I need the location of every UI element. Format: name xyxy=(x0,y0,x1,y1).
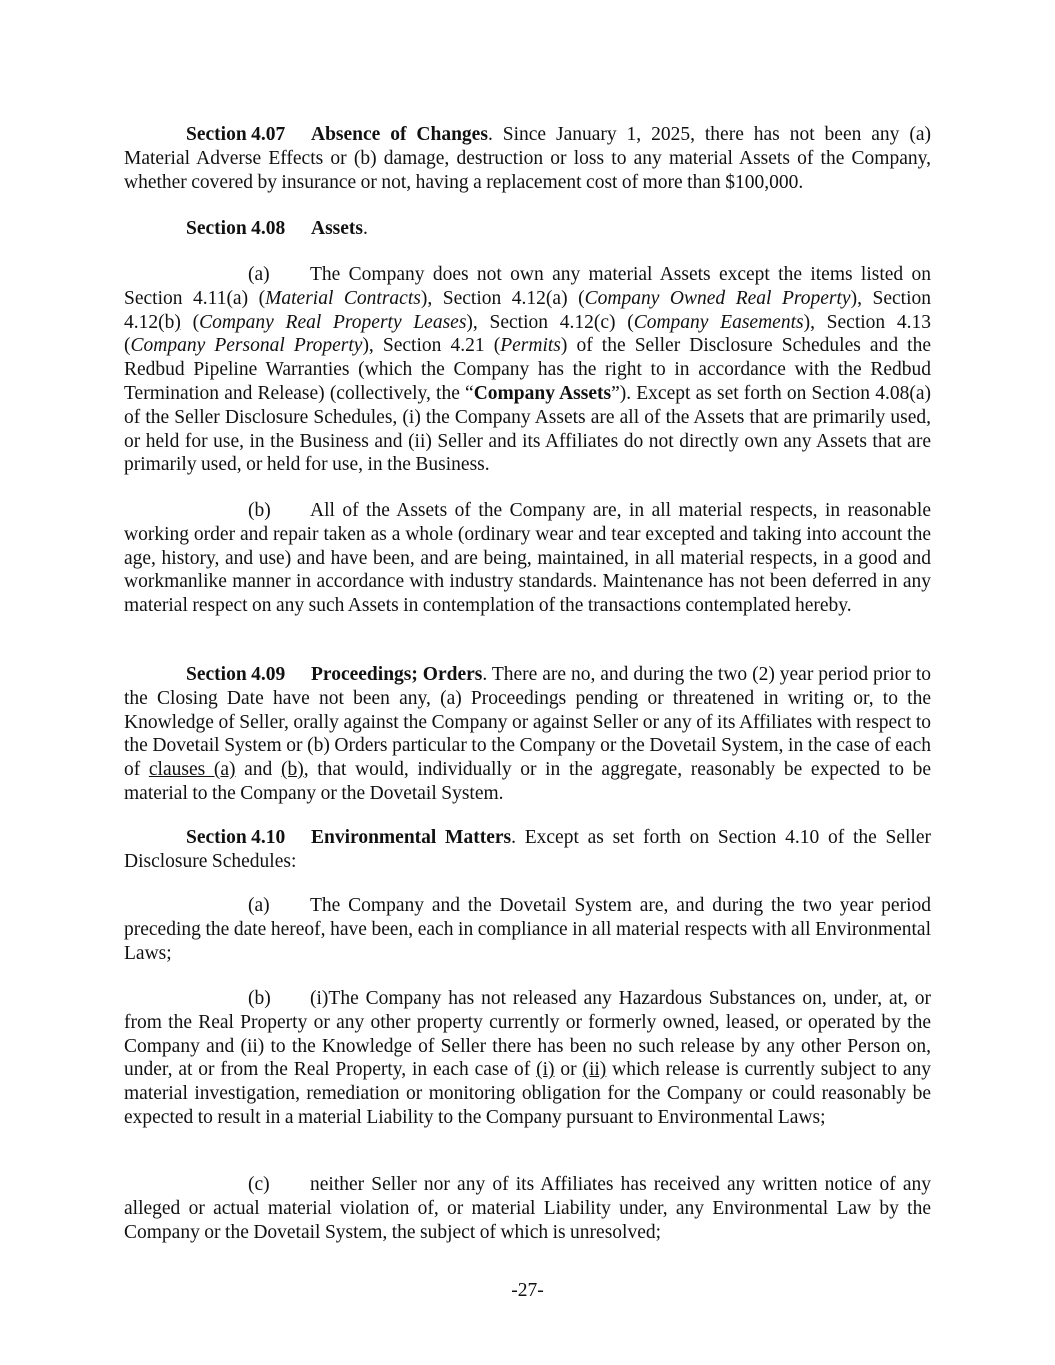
underlined-text: (ii) xyxy=(582,1059,607,1081)
section-number: Section 4.07 xyxy=(186,124,286,145)
italic-term: Company Personal Property xyxy=(130,335,363,357)
italic-term: Permits xyxy=(500,335,561,357)
section-text: and xyxy=(235,759,281,781)
section-4-10-b xyxy=(124,987,931,1130)
section-4-10-c xyxy=(124,1173,931,1244)
clause-text: neither Seller nor any of its Affiliates has received any written notice of any alleged or actual material violation of, or material Liability under, any Environmental Law by the Company or the Dovetail System, the subject of which is unresolved; xyxy=(124,1174,931,1243)
section-number: Section 4.09 xyxy=(186,664,286,685)
clause-text: The Company does not own any material Assets except the items listed on Section 4.11(a) ( xyxy=(124,264,931,309)
defined-term: Company Assets xyxy=(473,382,612,404)
clause-label: (a) xyxy=(248,895,270,916)
clause-label: (b) xyxy=(248,500,271,521)
section-4-07 xyxy=(124,123,931,194)
section-period: . xyxy=(363,218,368,239)
clause-text: ), Section 4.13 ( xyxy=(124,311,932,357)
clause-text: ), Section 4.12(a) ( xyxy=(420,287,585,309)
underlined-text: (i) xyxy=(536,1059,555,1081)
section-title: Absence of Changes xyxy=(311,124,488,145)
section-title: Environmental Matters xyxy=(311,827,512,848)
section-text: . Since January 1, 2025, there has not been any (a) Material Adverse Effects or (b) damage, destruction or loss to any material Assets of the Company, whether covered by insurance or not, having a replacement cost of more than $100,000. xyxy=(124,124,931,193)
clause-label: (a) xyxy=(248,264,270,285)
page-number: -27- xyxy=(511,1280,544,1301)
clause-text: ”). Except as set forth on Section 4.08(a) of the Seller Disclosure Schedules, (i) the Company Assets are all of the Assets that are primarily used, or held for use, in the Business and (ii) Seller and its Affiliates do not directly own any Assets that are primarily used, or held for use, in the Business. xyxy=(124,382,931,476)
clause-text: ), Section 4.21 ( xyxy=(362,335,501,357)
underlined-text: ) xyxy=(174,311,181,333)
underlined-text: (b) xyxy=(280,759,304,781)
clause-text: ( xyxy=(180,311,200,333)
clause-text: The Company and the Dovetail System are, and during the two year period preceding the date hereof, have been, each in compliance in all material respects with all Environmental Laws; xyxy=(124,895,931,964)
section-number: Section 4.10 xyxy=(186,827,286,848)
section-text: . There are no, and during the two (2) year period prior to the Closing Date have not been any, (a) Proceedings pending or threatened in writing or, to the Knowledge of Seller, orally against the Company or against Seller or any of its Affiliates with respect to the Dovetail System or (b) Orders particular to the Company or the Dovetail System, in the case of each of xyxy=(124,664,931,781)
section-text: . Except as set forth on Section 4.10 of the Seller Disclosure Schedules: xyxy=(124,827,931,872)
clause-text: or xyxy=(554,1059,583,1081)
section-title: Proceedings; Orders xyxy=(311,664,483,685)
section-4-08-a xyxy=(124,263,931,477)
italic-term: Company Owned Real Property xyxy=(584,287,851,309)
clause-text: ) of the Seller Disclosure Schedules and the Redbud Pipeline Warranties (which the Company has the right to in accordance with the Redbud Termination and Release) (collectively, the “ xyxy=(124,335,932,404)
section-number: Section 4.08 xyxy=(186,218,286,239)
clause-label: (b) xyxy=(248,988,271,1009)
section-text: , that would, individually or in the aggregate, reasonably be expected to be material to the Company or the Dovetail System. xyxy=(124,759,932,804)
underlined-text: clauses (a) xyxy=(148,759,236,781)
section-4-10 xyxy=(124,826,931,874)
clause-text: ), Section 4.12(c) ( xyxy=(466,311,634,333)
clause-text: All of the Assets of the Company are, in all material respects, in reasonable working order and repair taken as a whole (ordinary wear and tear excepted and taking into account the age, history, and use) and have been, and are being, maintained, in all material respects, in a good and workmanlike manner in accordance with industry standards. Maintenance has not been deferred in any material respect on any such Assets in contemplation of the transactions contemplated hereby. xyxy=(124,500,931,617)
clause-text: ), Section 4.12(b xyxy=(124,287,931,333)
italic-term: Company Real Property Leases xyxy=(199,311,467,333)
section-4-08 xyxy=(124,217,931,241)
clause-text: (i)The Company has not released any Hazardous Substances on, under, at, or from the Real Property or any other property currently or formerly owned, leased, or operated by the Company and (ii) to the Knowledge of Seller there has been no such release by any other Person on, under, at or from the Real Property, in each case of xyxy=(124,988,931,1081)
clause-label: (c) xyxy=(248,1174,270,1195)
italic-term: Company Easements xyxy=(633,311,804,333)
clause-text: which release is currently subject to any material investigation, remediation or monitoring obligation for the Company or could reasonably be expected to result in a material Liability to the Company pursuant to Environmental Laws; xyxy=(124,1059,931,1128)
italic-term: Material Contracts xyxy=(265,287,421,309)
section-4-08-b xyxy=(124,499,931,618)
section-title: Assets xyxy=(311,218,363,239)
section-4-10-a xyxy=(124,894,931,965)
section-4-09 xyxy=(124,663,931,806)
